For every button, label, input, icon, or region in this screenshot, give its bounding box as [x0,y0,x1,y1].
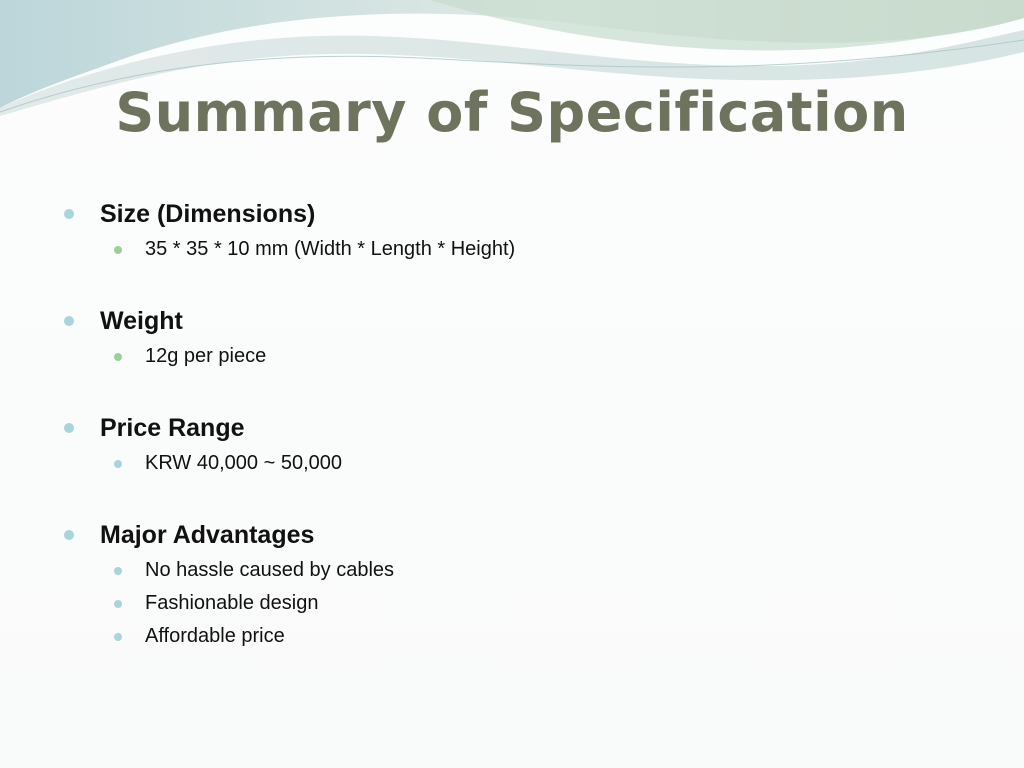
bullet-icon [114,567,122,575]
heading-label: Size (Dimensions) [100,200,316,228]
list-item-heading [60,195,960,233]
list-item [60,447,960,480]
heading-label: Price Range [100,414,245,442]
bullet-icon [64,423,74,433]
heading-label: Major Advantages [100,521,315,549]
bullet-icon [64,209,74,219]
item-label: No hassle caused by cables [145,559,395,581]
list-item-heading [60,516,960,554]
bullet-list [60,195,960,653]
bullet-icon [64,530,74,540]
item-label: Affordable price [145,625,285,647]
section-price-range [60,409,960,480]
list-item [60,340,960,373]
section-weight [60,302,960,373]
bullet-icon [114,353,122,361]
list-item [60,587,960,620]
bullet-icon [114,633,122,641]
list-item [60,554,960,587]
heading-label: Weight [100,307,183,335]
list-item [60,620,960,653]
section-size [60,195,960,266]
bullet-icon [64,316,74,326]
list-item-heading [60,302,960,340]
item-label: KRW 40,000 ~ 50,000 [145,452,342,474]
page-title: Summary of Specification [115,81,909,144]
bullet-icon [114,460,122,468]
list-item [60,233,960,266]
bullet-icon [114,246,122,254]
bullet-icon [114,600,122,608]
item-label: 12g per piece [145,345,267,367]
section-major-advantages [60,516,960,653]
item-label: Fashionable design [145,592,319,614]
item-label: 35 * 35 * 10 mm (Width * Length * Height) [145,238,516,260]
list-item-heading [60,409,960,447]
